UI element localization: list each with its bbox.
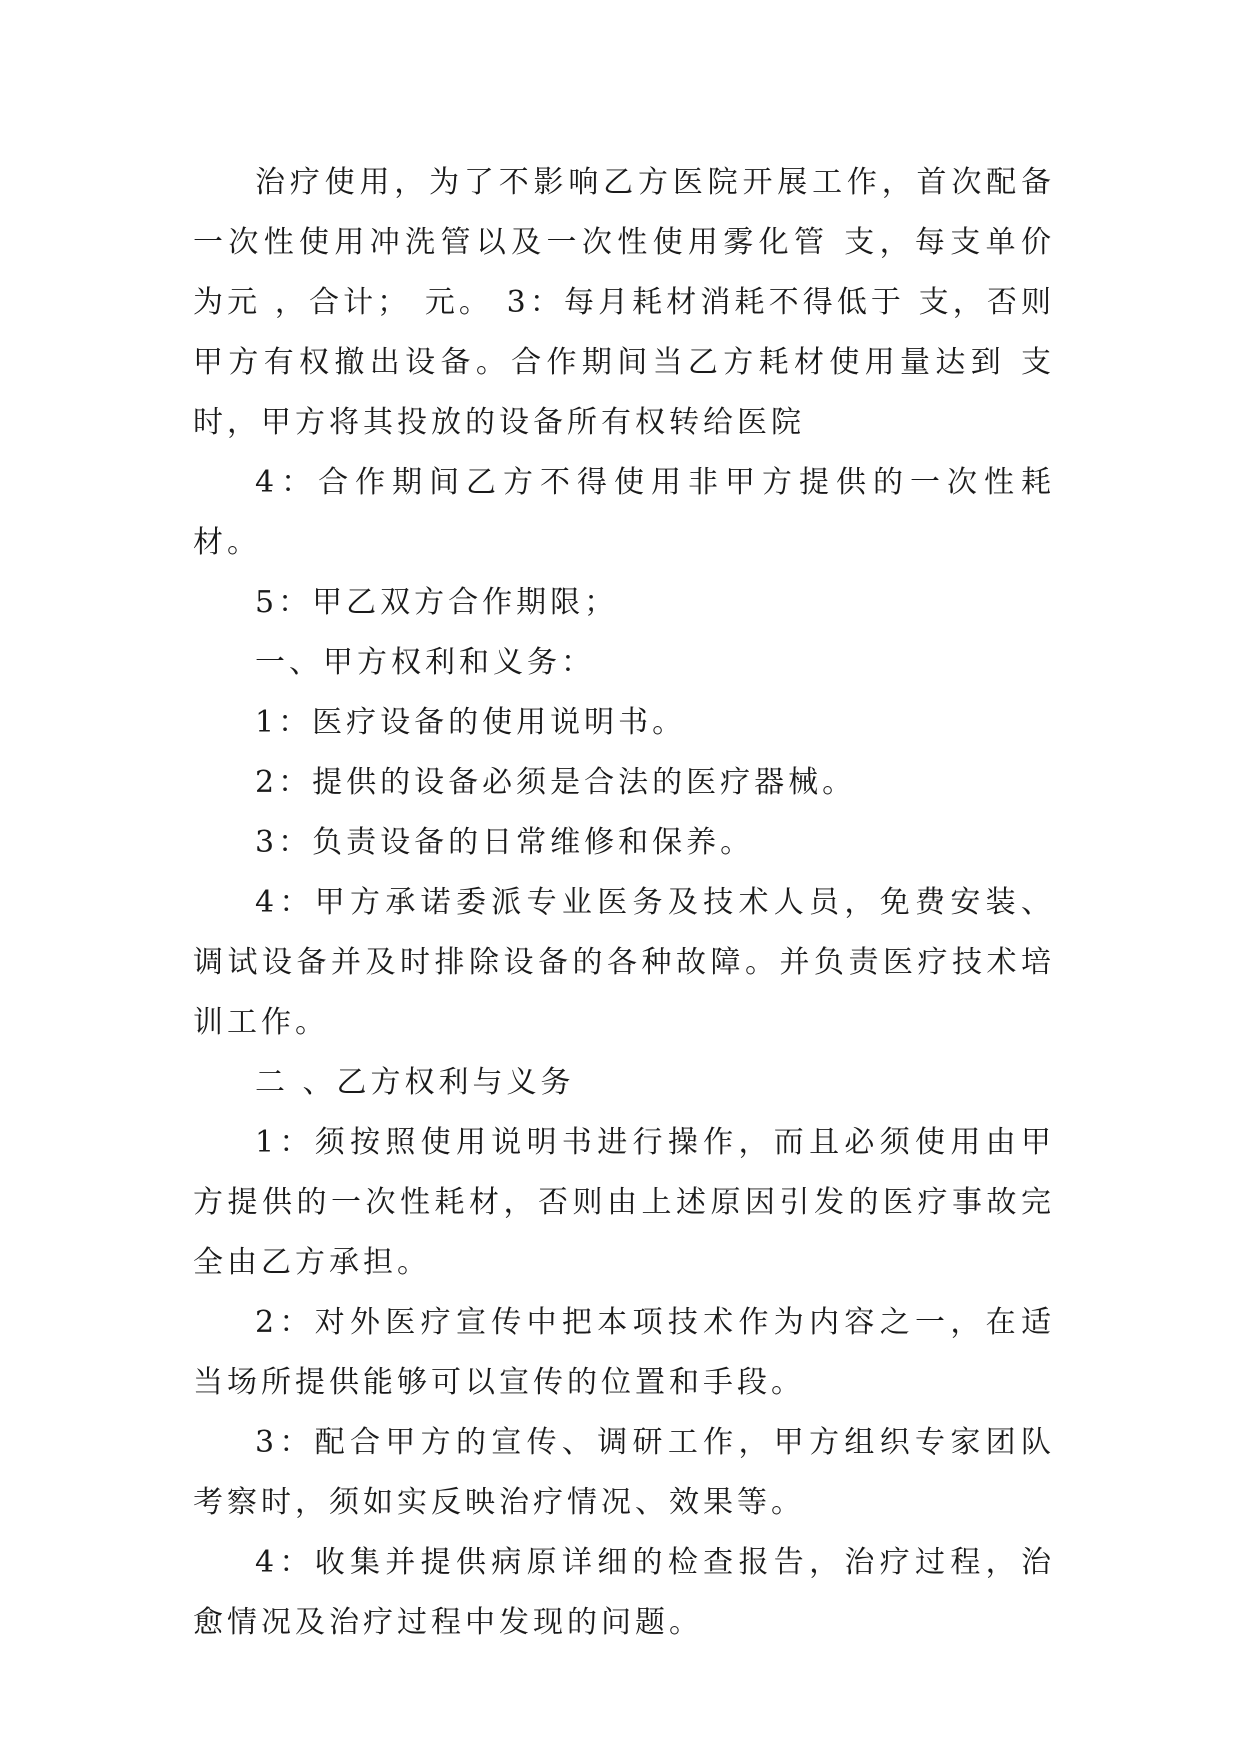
section-heading-party-a: 一、甲方权利和义务： [255, 645, 595, 680]
section-heading-party-b: 二 、乙方权利与义务 [255, 1065, 575, 1100]
paragraph-party-a-item-1: 1：医疗设备的使用说明书。 [255, 705, 687, 740]
paragraph-party-b-item-1: 1：须按照使用说明书进行操作，而且必须使用由甲方提供的一次性耗材，否则由上述原因引发的医疗事故完全由乙方承担。 [193, 1125, 1055, 1280]
paragraph-party-a-item-2: 2：提供的设备必须是合法的医疗器械。 [255, 765, 857, 800]
paragraph-party-a-item-4: 4：甲方承诺委派专业医务及技术人员，免费安装、调试设备并及时排除设备的各种故障。并负责医疗技术培训工作。 [193, 885, 1055, 1040]
paragraph-cooperation-term: 5：甲乙双方合作期限； [255, 585, 619, 620]
paragraph-party-a-item-3: 3：负责设备的日常维修和保养。 [255, 825, 755, 860]
document-body [193, 153, 1055, 1653]
paragraph-party-b-item-2: 2：对外医疗宣传中把本项技术作为内容之一，在适当场所提供能够可以宣传的位置和手段。 [193, 1305, 1055, 1400]
paragraph-treatment-supply: 治疗使用，为了不影响乙方医院开展工作，首次配备一次性使用冲洗管以及一次性使用雾化管 支，每支单价为元 ，合计； 元。 3：每月耗材消耗不得低于 支，否则甲方有权撤出设备。合作期间当乙方耗材使用量达到 支时，甲方将其投放的设备所有权转给医院 [193, 165, 1055, 440]
paragraph-consumables-restriction: 4：合作期间乙方不得使用非甲方提供的一次性耗材。 [193, 465, 1055, 560]
paragraph-party-b-item-4: 4：收集并提供病原详细的检查报告，治疗过程，治愈情况及治疗过程中发现的问题。 [193, 1545, 1055, 1640]
paragraph-party-b-item-3: 3：配合甲方的宣传、调研工作，甲方组织专家团队考察时，须如实反映治疗情况、效果等。 [193, 1425, 1055, 1520]
